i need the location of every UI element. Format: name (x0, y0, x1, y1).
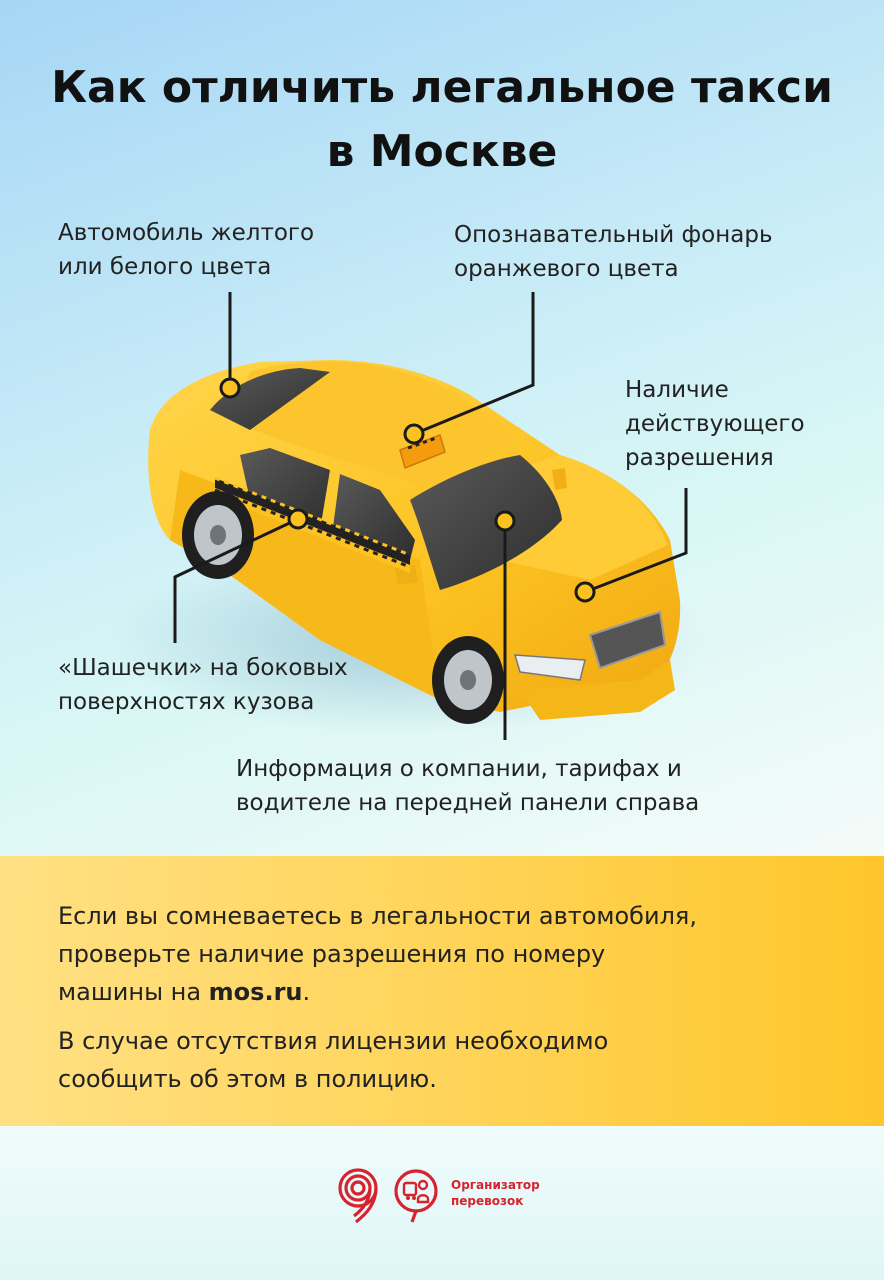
info-line: сообщить об этом в полицию. (58, 1065, 437, 1093)
label-line: Информация о компании, тарифах и (236, 756, 682, 782)
moscow-9-logo-icon (336, 1168, 384, 1224)
org-line: перевозок (451, 1194, 524, 1208)
info-text-fragment: машины на (58, 978, 209, 1006)
label-line: или белого цвета (58, 254, 272, 280)
info-text-fragment: . (302, 978, 311, 1006)
organizer-name (451, 1177, 540, 1209)
title-line-1: Как отличить легальное такси (51, 62, 833, 113)
label-line: действующего (625, 411, 805, 437)
label-line: водителе на передней панели справа (236, 790, 700, 816)
label-checkers (58, 651, 348, 719)
label-car-color (58, 216, 314, 284)
label-dashboard-info (236, 752, 699, 820)
info-line: проверьте наличие разрешения по номеру (58, 940, 606, 968)
label-permit (625, 373, 805, 475)
front-wheel (432, 636, 504, 724)
info-paragraph-check (58, 897, 838, 1011)
label-line: поверхностях кузова (58, 689, 315, 715)
org-line: Организатор (451, 1178, 540, 1192)
info-line: Если вы сомневаетесь в легальности автомобиля, (58, 902, 697, 930)
label-roof-lamp (454, 218, 773, 286)
label-line: Наличие (625, 377, 729, 403)
organizer-logo-icon (392, 1168, 442, 1224)
info-line (58, 973, 838, 1011)
rear-wheel (182, 491, 254, 579)
mos-ru-link[interactable]: mos.ru (208, 978, 303, 1006)
title-line-2: в Москве (326, 126, 558, 177)
label-line: Опознавательный фонарь (454, 222, 773, 248)
label-line: Автомобиль желтого (58, 220, 315, 246)
info-line: В случае отсутствия лицензии необходимо (58, 1027, 609, 1055)
info-paragraph-police (58, 1022, 838, 1098)
label-line: «Шашечки» на боковых (58, 655, 348, 681)
label-line: оранжевого цвета (454, 256, 679, 282)
label-line: разрешения (625, 445, 774, 471)
footer-background (0, 1126, 884, 1280)
